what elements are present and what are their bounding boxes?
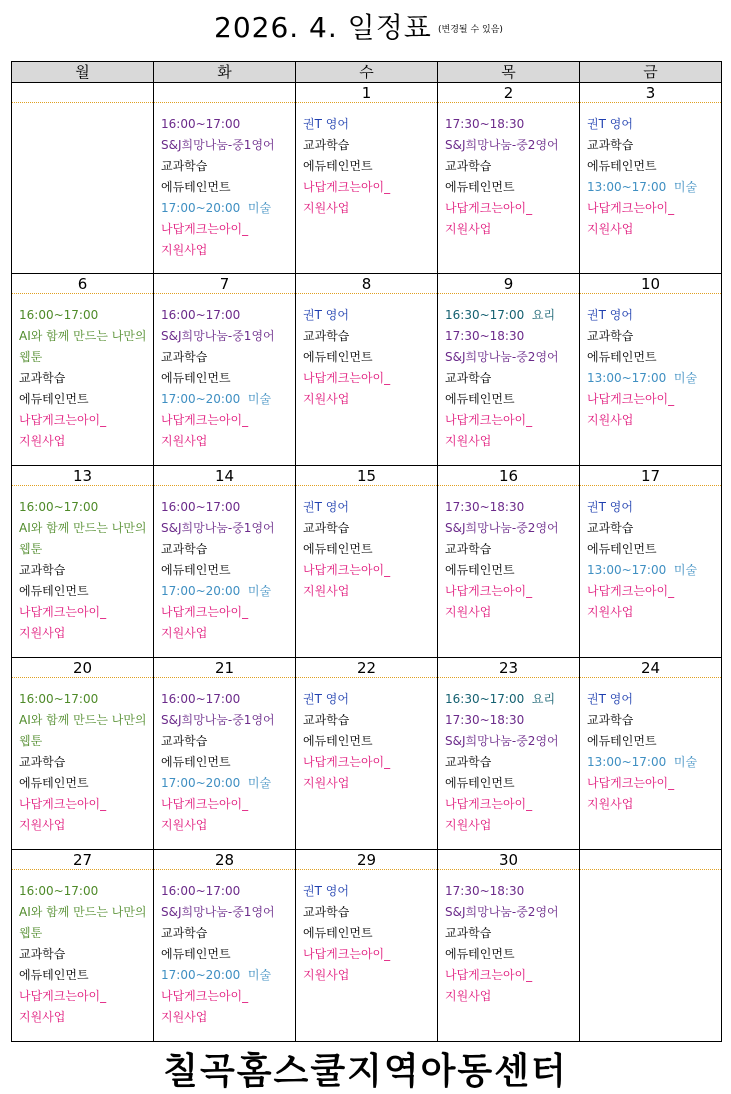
schedule-entry: 지원사업 — [303, 201, 350, 215]
schedule-entry: 지원사업 — [161, 818, 208, 832]
day-cell-thu — [438, 274, 580, 466]
day-number: 15 — [296, 466, 437, 486]
schedule-entry: S&J희망나눔-중2영어 — [445, 138, 559, 152]
schedule-entry: 지원사업 — [445, 989, 492, 1003]
day-number — [154, 83, 295, 103]
schedule-entry: 지원사업 — [587, 797, 634, 811]
schedule-entry: 권T 영어 — [587, 308, 633, 322]
week-row — [12, 658, 722, 850]
schedule-entry: 에듀테인먼트 — [445, 392, 515, 406]
schedule-entry: 지원사업 — [445, 605, 492, 619]
schedule-entry: 에듀테인먼트 — [19, 584, 89, 598]
schedule-entry: 나답게크는아이_ — [19, 989, 107, 1003]
schedule-entry: 교과학습 — [445, 159, 492, 173]
schedule-entry: 지원사업 — [303, 392, 350, 406]
schedule-entry: 에듀테인먼트 — [161, 755, 231, 769]
schedule-entry: 지원사업 — [161, 1010, 208, 1024]
day-cell-fri — [580, 850, 722, 1042]
day-number: 9 — [438, 274, 579, 294]
schedule-entry: 권T 영어 — [303, 500, 349, 514]
day-cell-wed — [296, 83, 438, 274]
schedule-entry: 에듀테인먼트 — [303, 734, 373, 748]
day-cell-thu — [438, 850, 580, 1042]
day-cell-tue — [154, 850, 296, 1042]
weekday-thu: 목 — [438, 62, 580, 83]
schedule-entry: 나답게크는아이_ — [303, 563, 391, 577]
schedule-entry: AI와 함께 만드는 나만의 웹툰 — [19, 329, 151, 364]
day-cell-tue — [154, 274, 296, 466]
schedule-entry: 에듀테인먼트 — [445, 180, 515, 194]
schedule-entry: 교과학습 — [587, 329, 634, 343]
day-number: 13 — [12, 466, 153, 486]
schedule-entry: 권T 영어 — [587, 692, 633, 706]
schedule-entry: 지원사업 — [587, 413, 634, 427]
day-entries — [580, 294, 721, 431]
schedule-entry: S&J희망나눔-중2영어 — [445, 350, 559, 364]
day-cell-wed — [296, 658, 438, 850]
schedule-entry: S&J희망나눔-중2영어 — [445, 521, 559, 535]
day-number: 10 — [580, 274, 721, 294]
day-entries — [154, 103, 295, 261]
schedule-entry: 나답게크는아이_ — [19, 797, 107, 811]
day-entries — [154, 870, 295, 1028]
schedule-entry: S&J희망나눔-중1영어 — [161, 905, 275, 919]
week-row — [12, 466, 722, 658]
schedule-entry: S&J희망나눔-중1영어 — [161, 521, 275, 535]
day-number — [580, 850, 721, 870]
day-cell-thu — [438, 658, 580, 850]
schedule-entry: 에듀테인먼트 — [445, 563, 515, 577]
day-number: 27 — [12, 850, 153, 870]
day-entries — [296, 294, 437, 410]
schedule-entry: 16:00~17:00 — [161, 308, 241, 322]
schedule-entry: AI와 함께 만드는 나만의 웹툰 — [19, 521, 151, 556]
day-cell-mon — [12, 658, 154, 850]
day-entries — [154, 294, 295, 452]
schedule-entry: 교과학습 — [303, 521, 350, 535]
day-entries — [580, 103, 721, 240]
day-entries — [296, 678, 437, 794]
schedule-entry: 지원사업 — [445, 434, 492, 448]
day-cell-fri — [580, 466, 722, 658]
schedule-entry: 에듀테인먼트 — [303, 542, 373, 556]
schedule-entry: 지원사업 — [161, 243, 208, 257]
day-entries — [154, 678, 295, 836]
schedule-entry: 나답게크는아이_ — [445, 968, 533, 982]
day-cell-tue — [154, 83, 296, 274]
schedule-entry: 교과학습 — [19, 563, 66, 577]
schedule-entry: 16:00~17:00 — [161, 692, 241, 706]
day-number: 1 — [296, 83, 437, 103]
schedule-entry: 에듀테인먼트 — [303, 926, 373, 940]
schedule-entry: 지원사업 — [19, 434, 66, 448]
day-cell-mon — [12, 274, 154, 466]
schedule-entry: 17:00~20:00 미술 — [161, 584, 272, 598]
schedule-entry: 교과학습 — [587, 138, 634, 152]
schedule-entry: 교과학습 — [445, 542, 492, 556]
schedule-entry: 17:00~20:00 미술 — [161, 968, 272, 982]
schedule-entry: 에듀테인먼트 — [19, 392, 89, 406]
page-title: 2026. 4. 일정표 — [214, 11, 432, 44]
schedule-entry: 교과학습 — [161, 159, 208, 173]
day-number: 7 — [154, 274, 295, 294]
schedule-entry: 교과학습 — [445, 371, 492, 385]
day-entries — [12, 103, 153, 114]
schedule-entry: 17:30~18:30 — [445, 713, 525, 727]
day-entries — [438, 678, 579, 836]
day-number: 30 — [438, 850, 579, 870]
schedule-entry: 에듀테인먼트 — [303, 350, 373, 364]
schedule-entry: 17:00~20:00 미술 — [161, 392, 272, 406]
day-entries — [296, 486, 437, 602]
day-entries — [12, 294, 153, 452]
day-cell-mon — [12, 466, 154, 658]
schedule-entry: 16:30~17:00 요리 — [445, 308, 556, 322]
schedule-entry: 지원사업 — [19, 626, 66, 640]
change-notice: (변경될 수 있음) — [438, 25, 503, 35]
day-cell-thu — [438, 466, 580, 658]
schedule-entry: 교과학습 — [19, 947, 66, 961]
week-row — [12, 83, 722, 274]
schedule-entry: 지원사업 — [445, 818, 492, 832]
day-entries — [154, 486, 295, 644]
schedule-entry: 지원사업 — [303, 584, 350, 598]
schedule-entry: 나답게크는아이_ — [445, 584, 533, 598]
schedule-entry: 나답게크는아이_ — [445, 201, 533, 215]
schedule-entry: 지원사업 — [19, 818, 66, 832]
schedule-entry: 교과학습 — [303, 905, 350, 919]
schedule-entry: 나답게크는아이_ — [587, 776, 675, 790]
day-entries — [12, 486, 153, 644]
day-entries — [12, 870, 153, 1028]
schedule-entry: 지원사업 — [19, 1010, 66, 1024]
weekday-header-row — [12, 62, 722, 83]
schedule-entry: 권T 영어 — [587, 500, 633, 514]
schedule-entry: 에듀테인먼트 — [19, 776, 89, 790]
schedule-entry: 17:00~20:00 미술 — [161, 776, 272, 790]
day-number: 2 — [438, 83, 579, 103]
schedule-entry: 나답게크는아이_ — [303, 371, 391, 385]
schedule-entry: 권T 영어 — [587, 117, 633, 131]
day-cell-fri — [580, 83, 722, 274]
schedule-entry: 에듀테인먼트 — [19, 968, 89, 982]
schedule-entry: 나답게크는아이_ — [161, 989, 249, 1003]
day-number: 6 — [12, 274, 153, 294]
schedule-entry: 16:00~17:00 — [161, 117, 241, 131]
schedule-entry: 16:00~17:00 — [161, 500, 241, 514]
schedule-entry: 지원사업 — [303, 968, 350, 982]
schedule-entry: 16:00~17:00 — [19, 884, 99, 898]
schedule-entry: 교과학습 — [445, 926, 492, 940]
page-header — [0, 0, 731, 52]
organization-name: 칠곡홈스쿨지역아동센터 — [163, 1051, 568, 1092]
schedule-entry: 교과학습 — [161, 926, 208, 940]
schedule-entry: 에듀테인먼트 — [587, 159, 657, 173]
schedule-entry: 16:00~17:00 — [19, 500, 99, 514]
day-cell-tue — [154, 466, 296, 658]
schedule-entry: 교과학습 — [587, 713, 634, 727]
schedule-entry: 교과학습 — [303, 713, 350, 727]
schedule-entry: 에듀테인먼트 — [445, 776, 515, 790]
day-entries — [438, 294, 579, 452]
schedule-entry: 나답게크는아이_ — [161, 605, 249, 619]
day-number: 21 — [154, 658, 295, 678]
schedule-entry: 에듀테인먼트 — [161, 180, 231, 194]
schedule-entry: 나답게크는아이_ — [161, 797, 249, 811]
day-number: 17 — [580, 466, 721, 486]
schedule-entry: 16:00~17:00 — [19, 308, 99, 322]
day-number: 16 — [438, 466, 579, 486]
schedule-entry: 13:00~17:00 미술 — [587, 563, 698, 577]
schedule-entry: 17:30~18:30 — [445, 884, 525, 898]
schedule-entry: 17:30~18:30 — [445, 500, 525, 514]
schedule-entry: 나답게크는아이_ — [303, 755, 391, 769]
weekday-tue: 화 — [154, 62, 296, 83]
schedule-entry: S&J희망나눔-중1영어 — [161, 329, 275, 343]
schedule-entry: 권T 영어 — [303, 308, 349, 322]
schedule-entry: 교과학습 — [303, 329, 350, 343]
day-entries — [438, 486, 579, 623]
schedule-entry: AI와 함께 만드는 나만의 웹툰 — [19, 713, 151, 748]
weekday-wed: 수 — [296, 62, 438, 83]
schedule-entry: 16:00~17:00 — [161, 884, 241, 898]
schedule-entry: 에듀테인먼트 — [303, 159, 373, 173]
schedule-entry: 지원사업 — [587, 222, 634, 236]
schedule-entry: S&J희망나눔-중1영어 — [161, 138, 275, 152]
schedule-entry: 권T 영어 — [303, 884, 349, 898]
day-entries — [296, 103, 437, 219]
day-cell-fri — [580, 274, 722, 466]
schedule-entry: 나답게크는아이_ — [161, 413, 249, 427]
day-number: 22 — [296, 658, 437, 678]
schedule-entry: 교과학습 — [445, 755, 492, 769]
schedule-entry: 17:00~20:00 미술 — [161, 201, 272, 215]
schedule-entry: 13:00~17:00 미술 — [587, 755, 698, 769]
day-cell-mon — [12, 850, 154, 1042]
schedule-table — [11, 61, 722, 1042]
schedule-entry: 권T 영어 — [303, 117, 349, 131]
schedule-entry: 16:00~17:00 — [19, 692, 99, 706]
schedule-entry: 에듀테인먼트 — [161, 371, 231, 385]
schedule-entry: S&J희망나눔-중2영어 — [445, 734, 559, 748]
day-number: 24 — [580, 658, 721, 678]
day-number: 28 — [154, 850, 295, 870]
schedule-entry: 17:30~18:30 — [445, 117, 525, 131]
day-cell-mon — [12, 83, 154, 274]
day-number: 23 — [438, 658, 579, 678]
schedule-entry: 13:00~17:00 미술 — [587, 180, 698, 194]
schedule-entry: 교과학습 — [303, 138, 350, 152]
day-cell-thu — [438, 83, 580, 274]
day-number: 14 — [154, 466, 295, 486]
schedule-entry: 나답게크는아이_ — [303, 947, 391, 961]
day-entries — [580, 678, 721, 815]
schedule-entry: 나답게크는아이_ — [587, 201, 675, 215]
day-number — [12, 83, 153, 103]
day-entries — [12, 678, 153, 836]
day-number: 8 — [296, 274, 437, 294]
day-cell-wed — [296, 274, 438, 466]
schedule-entry: 에듀테인먼트 — [587, 734, 657, 748]
day-number: 20 — [12, 658, 153, 678]
schedule-entry: 교과학습 — [161, 734, 208, 748]
weekday-mon: 월 — [12, 62, 154, 83]
schedule-entry: 17:30~18:30 — [445, 329, 525, 343]
day-cell-tue — [154, 658, 296, 850]
schedule-entry: 권T 영어 — [303, 692, 349, 706]
schedule-entry: S&J희망나눔-중1영어 — [161, 713, 275, 727]
day-entries — [580, 870, 721, 881]
day-number: 3 — [580, 83, 721, 103]
day-cell-wed — [296, 466, 438, 658]
schedule-entry: 나답게크는아이_ — [445, 797, 533, 811]
schedule-entry: AI와 함께 만드는 나만의 웹툰 — [19, 905, 151, 940]
schedule-entry: 교과학습 — [19, 371, 66, 385]
schedule-entry: 에듀테인먼트 — [445, 947, 515, 961]
schedule-entry: 나답게크는아이_ — [19, 413, 107, 427]
schedule-entry: 에듀테인먼트 — [161, 563, 231, 577]
week-row — [12, 274, 722, 466]
day-entries — [438, 103, 579, 240]
schedule-entry: 지원사업 — [161, 434, 208, 448]
schedule-entry: 에듀테인먼트 — [161, 947, 231, 961]
schedule-entry: 교과학습 — [19, 755, 66, 769]
schedule-entry: 나답게크는아이_ — [587, 392, 675, 406]
schedule-entry: 나답게크는아이_ — [445, 413, 533, 427]
schedule-entry: 지원사업 — [161, 626, 208, 640]
day-number: 29 — [296, 850, 437, 870]
schedule-entry: 지원사업 — [587, 605, 634, 619]
schedule-entry: 에듀테인먼트 — [587, 542, 657, 556]
schedule-entry: 나답게크는아이_ — [161, 222, 249, 236]
schedule-entry: 16:30~17:00 요리 — [445, 692, 556, 706]
schedule-entry: 교과학습 — [161, 350, 208, 364]
schedule-entry: 교과학습 — [161, 542, 208, 556]
schedule-entry: 나답게크는아이_ — [19, 605, 107, 619]
day-cell-fri — [580, 658, 722, 850]
schedule-entry: S&J희망나눔-중2영어 — [445, 905, 559, 919]
weekday-fri: 금 — [580, 62, 722, 83]
day-entries — [296, 870, 437, 986]
day-entries — [438, 870, 579, 1007]
schedule-entry: 지원사업 — [303, 776, 350, 790]
schedule-entry: 에듀테인먼트 — [587, 350, 657, 364]
week-row — [12, 850, 722, 1042]
schedule-entry: 교과학습 — [587, 521, 634, 535]
day-entries — [580, 486, 721, 623]
schedule-entry: 나답게크는아이_ — [587, 584, 675, 598]
day-cell-wed — [296, 850, 438, 1042]
schedule-entry: 지원사업 — [445, 222, 492, 236]
schedule-entry: 13:00~17:00 미술 — [587, 371, 698, 385]
schedule-entry: 나답게크는아이_ — [303, 180, 391, 194]
